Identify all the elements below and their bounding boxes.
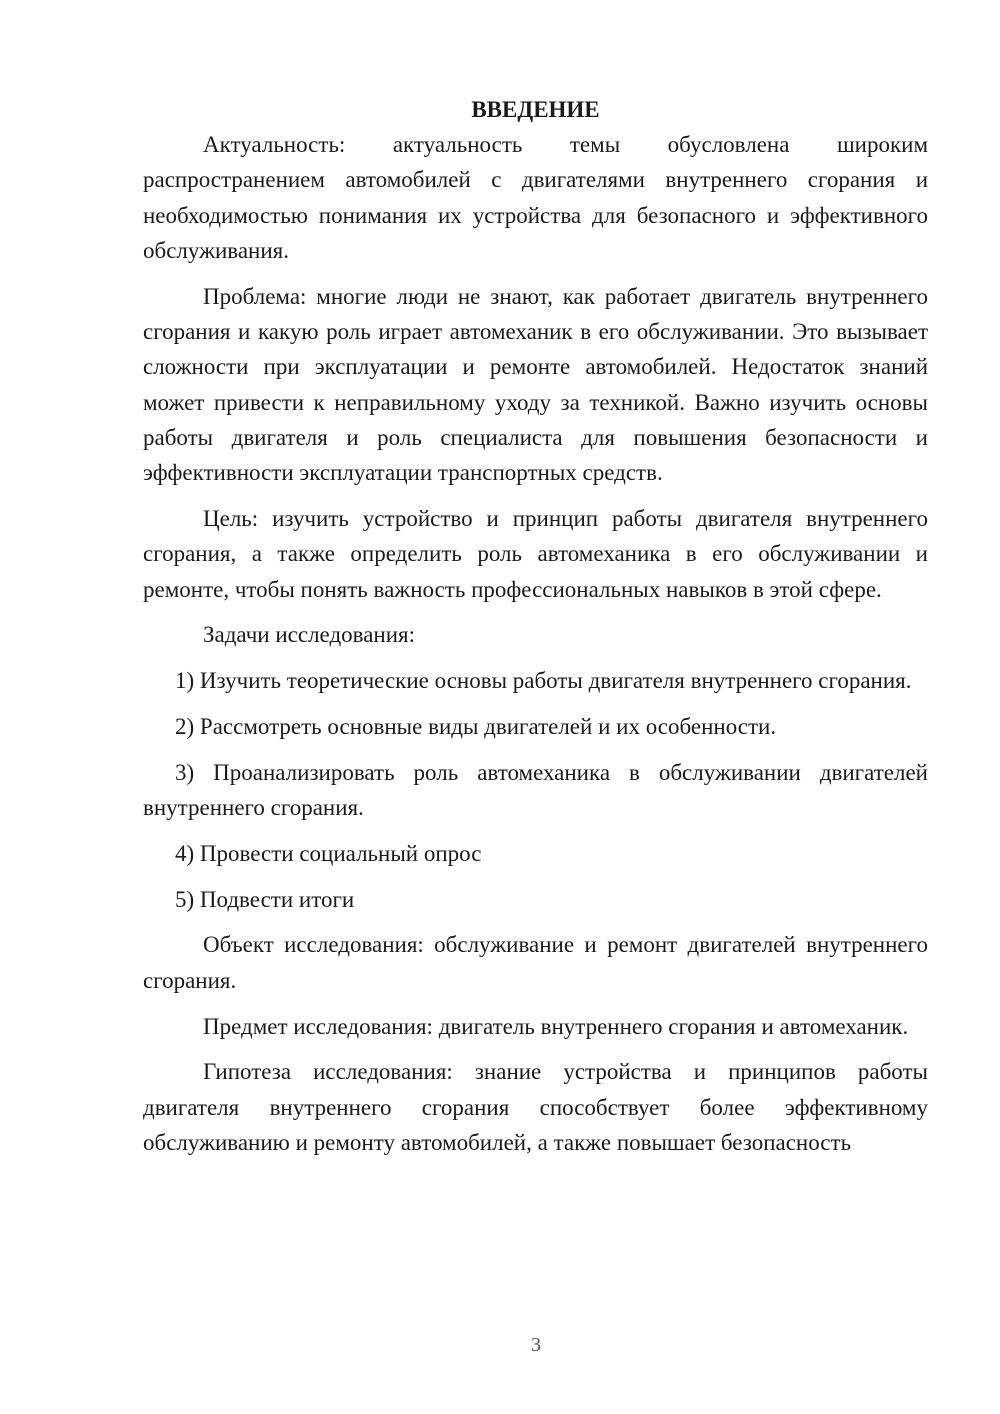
- task-item: 3) Проанализировать роль автомеханика в обслуживании двигателей внутреннего сгорания.: [143, 759, 928, 821]
- paragraph-relevance: Актуальность: актуальность темы обусловлена широким распространением автомобилей с двигателями внутреннего сгорания и необходимостью понимания их устройства для безопасного и эффективного обслуживания.: [143, 132, 928, 263]
- task-item: 5) Подвести итоги: [175, 886, 355, 912]
- document-page: [143, 92, 928, 1160]
- paragraph-problem: Проблема: многие люди не знают, как работает двигатель внутреннего сгорания и какую роль играет автомеханик в его обслуживании. Это вызывает сложности при эксплуатации и ремонте автомобилей. Недостаток знаний может привести к неправильному уходу за техникой. Важно изучить основы работы двигателя и роль специалиста для повышения безопасности и эффективности эксплуатации транспортных средств.: [143, 283, 928, 486]
- task-item: 4) Провести социальный опрос: [175, 840, 482, 866]
- page-number: 3: [531, 1334, 541, 1356]
- tasks-heading: Задачи исследования:: [203, 622, 416, 648]
- paragraph-object: Объект исследования: обслуживание и ремонт двигателей внутреннего сгорания.: [143, 932, 928, 993]
- paragraph-subject: Предмет исследования: двигатель внутреннего сгорания и автомеханик.: [203, 1013, 909, 1039]
- paragraph-hypothesis: Гипотеза исследования: знание устройства и принципов работы двигателя внутреннего сгорания способствует более эффективному обслуживанию и ремонту автомобилей, а также повышает безопасность: [143, 1059, 928, 1155]
- paragraph-goal: Цель: изучить устройство и принцип работы двигателя внутреннего сгорания, а также определить роль автомеханика в его обслуживании и ремонте, чтобы понять важность профессиональных навыков в этой сфере.: [143, 505, 928, 602]
- task-item: 1) Изучить теоретические основы работы двигателя внутреннего сгорания.: [175, 668, 912, 694]
- section-heading: ВВЕДЕНИЕ: [471, 97, 600, 122]
- task-item: 2) Рассмотреть основные виды двигателей и их особенности.: [175, 713, 777, 739]
